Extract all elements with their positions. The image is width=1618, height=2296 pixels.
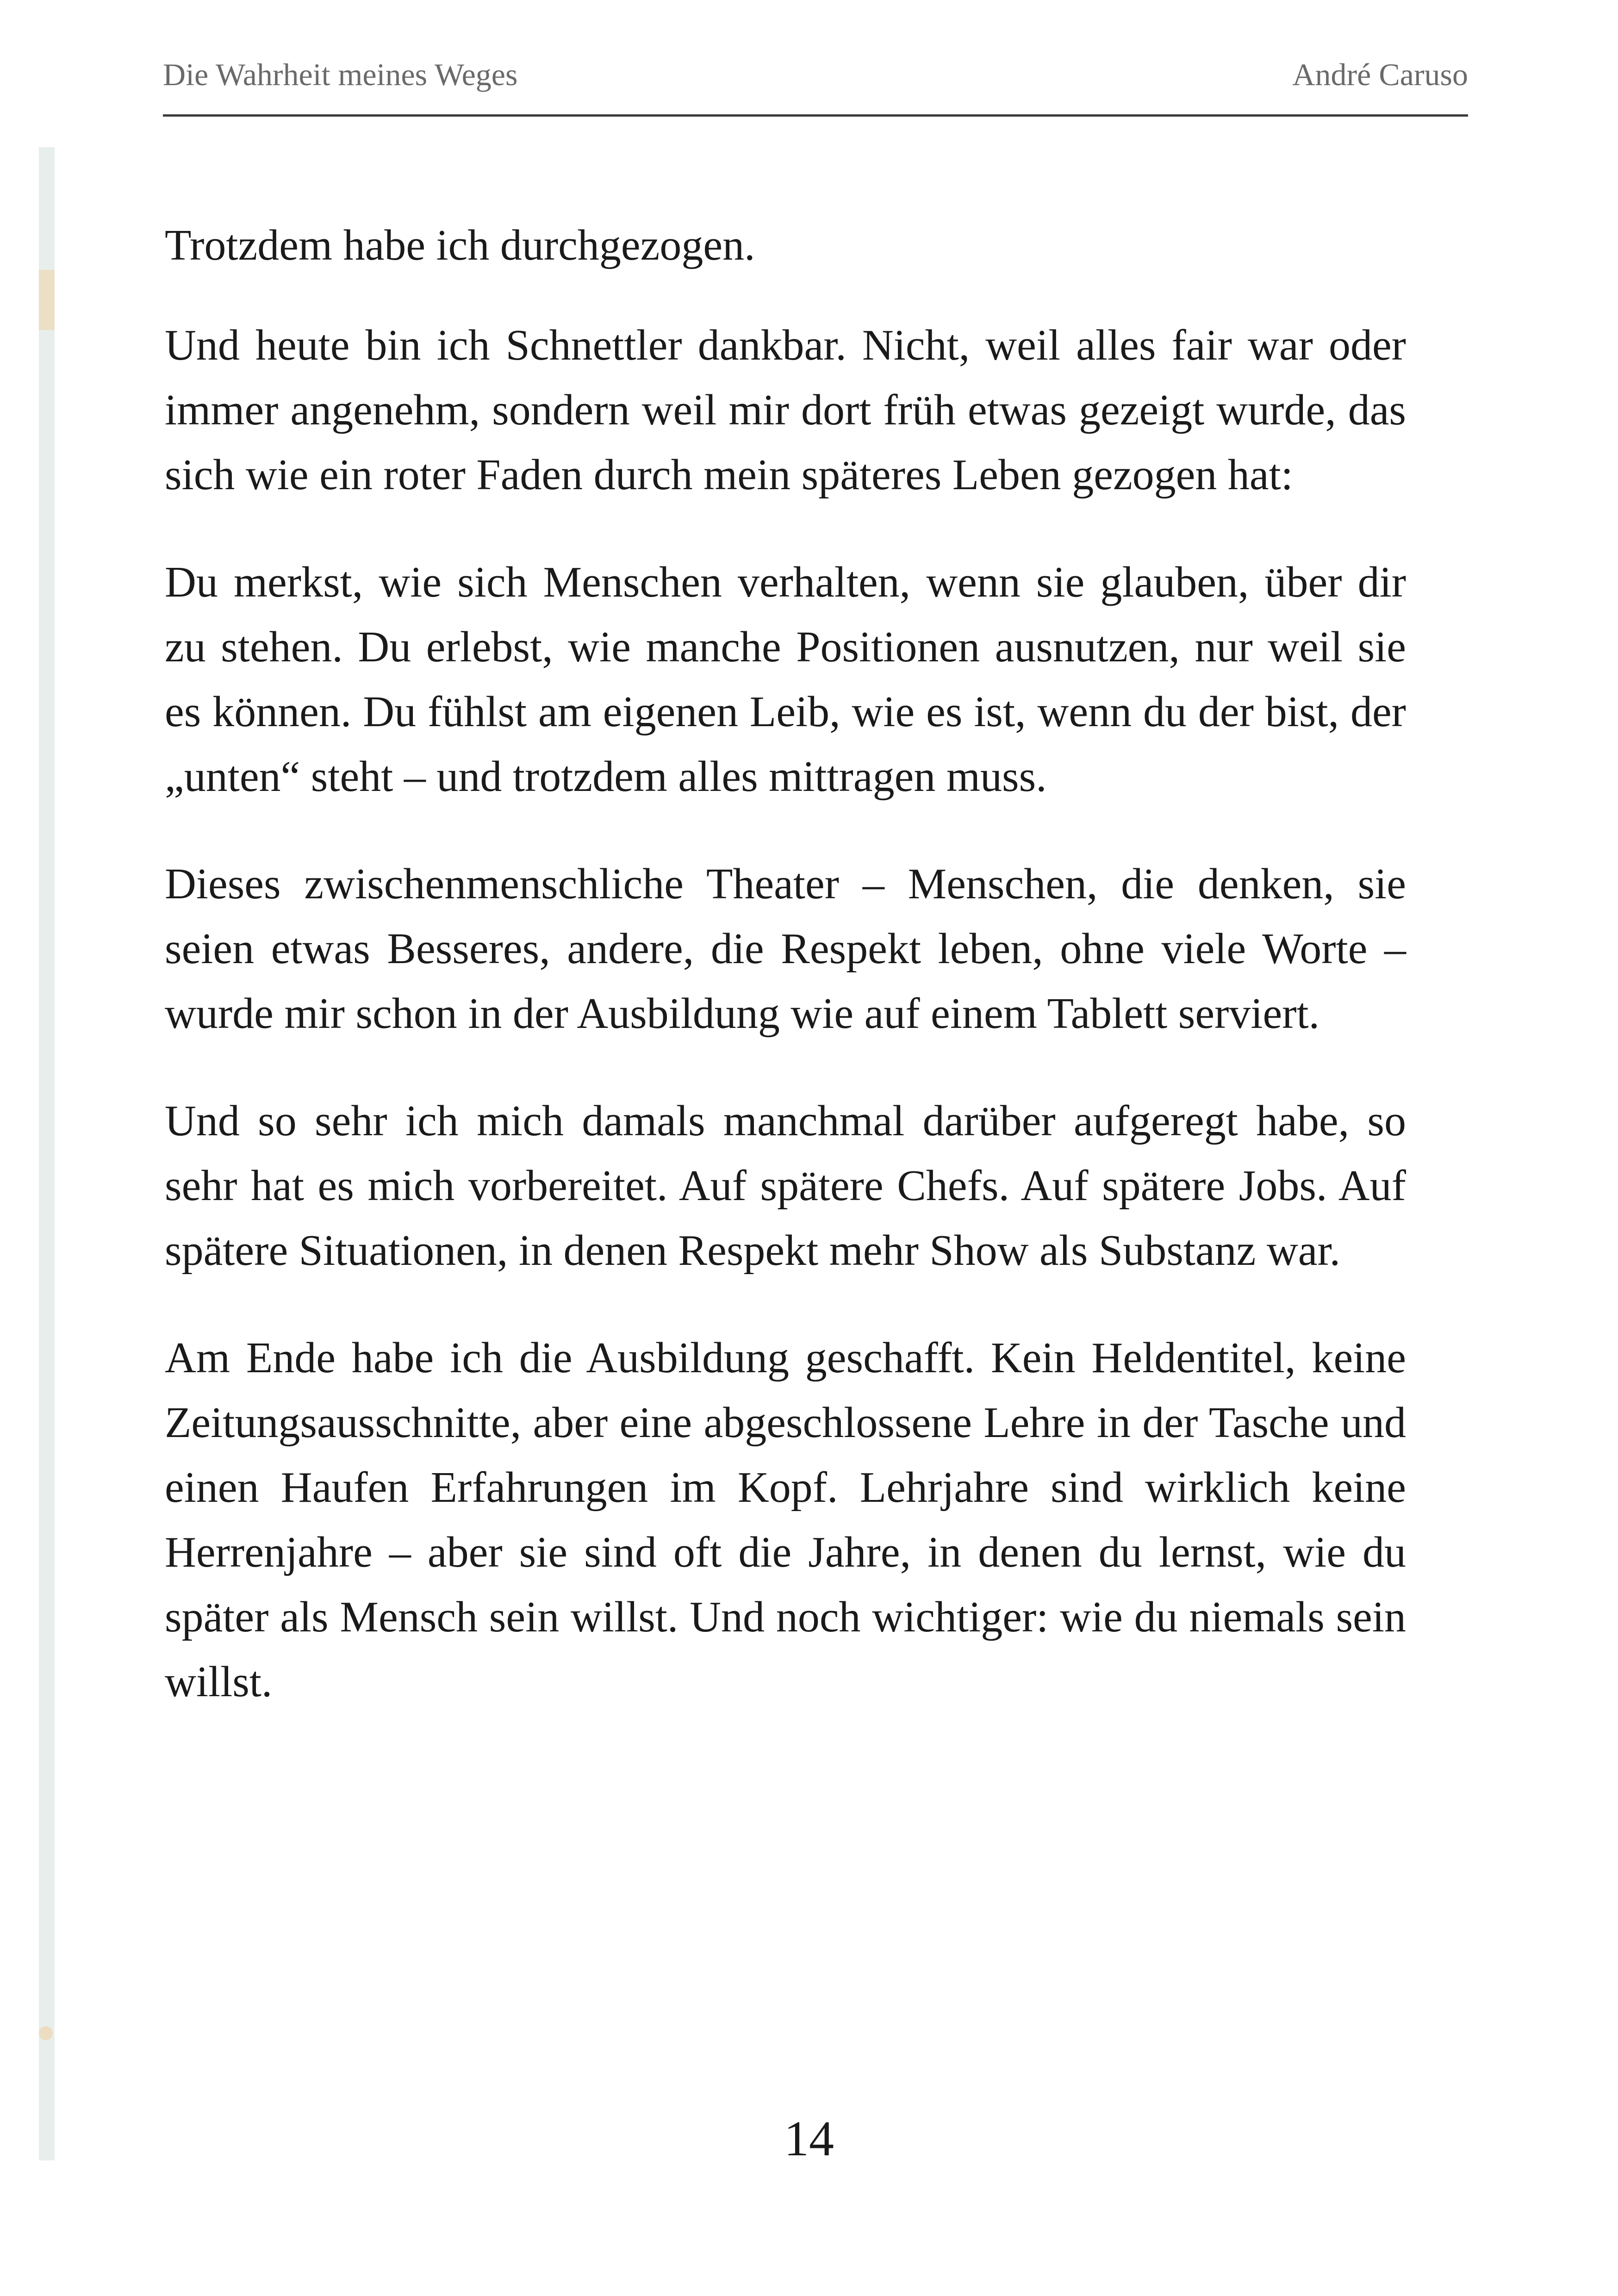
paragraph-2: Und heute bin ich Schnettler dankbar. Nicht, weil alles fair war oder immer angenehm, sondern weil mir dort früh etwas gezeigt wurde, das sich wie ein roter Faden durch mein späteres Leben gezogen hat:: [165, 321, 1406, 499]
paragraph-1: Trotzdem habe ich durchgezogen.: [165, 221, 755, 269]
paragraph-5: Und so sehr ich mich damals manchmal darüber aufgeregt habe, so sehr hat es mich vorbereitet. Auf spätere Chefs. Auf spätere Jobs. Auf spätere Situationen, in denen Respekt mehr Show als Substanz war.: [165, 1097, 1406, 1275]
margin-bar: [39, 147, 55, 2160]
paragraph-4: Dieses zwischenmenschliche Theater – Menschen, die denken, sie seien etwas Besseres, andere, die Respekt leben, ohne viele Worte – wurde mir schon in der Ausbildung wie auf einem Tablett serviert.: [165, 860, 1406, 1038]
page-number: 14: [784, 2111, 834, 2166]
paragraph-6: Am Ende habe ich die Ausbildung geschafft. Kein Heldentitel, keine Zeitungsausschnitte, aber eine abgeschlossene Lehre in der Tasche und einen Haufen Erfahrungen im Kopf. Lehrjahre sind wirklich keine Herrenjahre – aber sie sind oft die Jahre, in denen du lernst, wie du später als Mensch sein willst. Und noch wichtiger: wie du niemals sein willst.: [165, 1334, 1406, 1706]
paragraph-3: Du merkst, wie sich Menschen verhalten, wenn sie glauben, über dir zu stehen. Du erlebst, wie manche Positionen ausnutzen, nur weil sie es können. Du fühlst am eigenen Leib, wie es ist, wenn du der bist, der „unten“ steht – und trotzdem alles mittragen muss.: [165, 558, 1406, 801]
margin-bookmark-mark: [39, 270, 55, 330]
header-author: André Caruso: [1292, 57, 1468, 92]
body-text: [165, 213, 1406, 1757]
running-header: [163, 52, 1468, 117]
header-rule: [163, 114, 1468, 117]
header-book-title: Die Wahrheit meines Weges: [163, 57, 518, 92]
margin-dot: [39, 2026, 53, 2040]
